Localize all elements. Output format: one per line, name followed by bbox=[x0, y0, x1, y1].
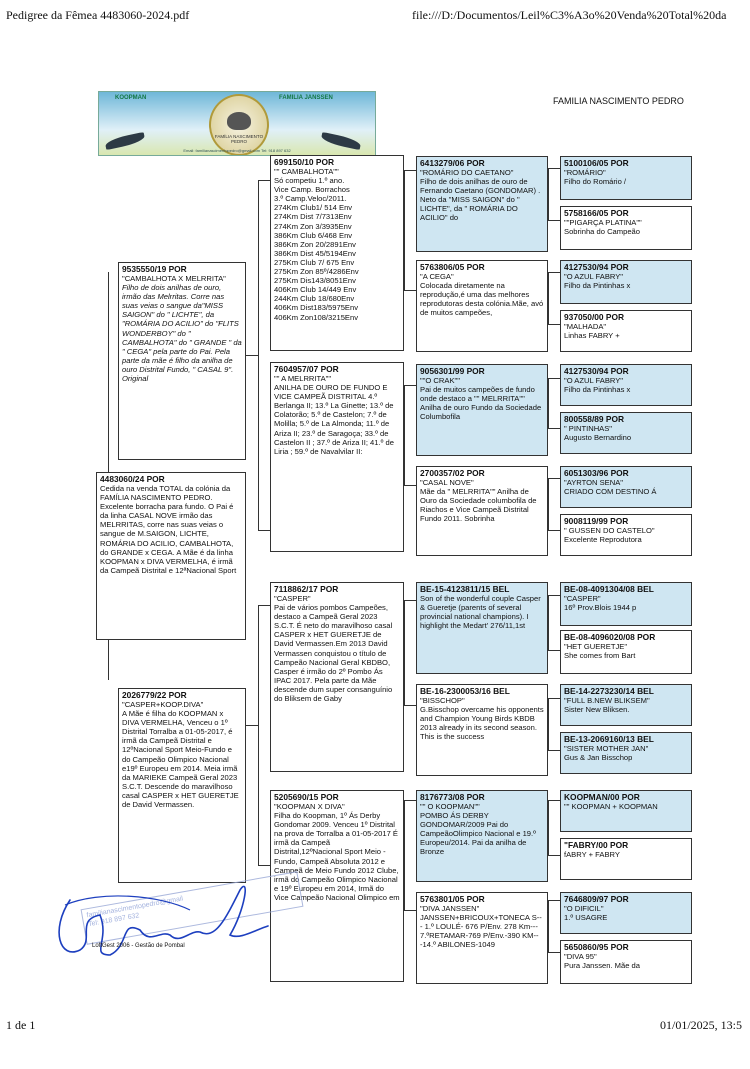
bird-description: JANSSEN+BRICOUX+TONECA S--- 1.º LOULÉ- 676 P/Env. 278 Km--- 7.ºRETAMAR-769 P/Env.-390 KM---14.º ABILONES-1049 bbox=[420, 913, 542, 950]
bird-description: G.Bisschop overcame his opponents and Champion Young Birds KBDB 2013 already in its second season. This is the success bbox=[420, 705, 544, 742]
bird-name: "" KOOPMAN + KOOPMAN bbox=[564, 802, 658, 811]
bird-name: "A CEGA" bbox=[420, 272, 454, 281]
ring-number: 5205690/15 POR bbox=[274, 792, 339, 802]
ring-number: 4127530/94 POR bbox=[564, 262, 629, 272]
ring-number: BE-15-4123811/15 BEL bbox=[420, 584, 510, 594]
pedigree-g8 bbox=[560, 514, 692, 556]
pedigree-ffm bbox=[416, 260, 548, 352]
ring-number: 7646809/97 POR bbox=[564, 894, 629, 904]
bird-description: Pai de muitos campeões de fundo onde destaco a "" MELRRITA"" Anilha de ouro Fundo da Sociedade Columbofila bbox=[420, 385, 542, 422]
ring-number: 5763806/05 POR bbox=[420, 262, 485, 272]
pedigree-father bbox=[118, 262, 246, 460]
bird-name: ""PIGARÇA PLATINA"" bbox=[564, 218, 642, 227]
ring-number: KOOPMAN/00 POR bbox=[564, 792, 640, 802]
stamp-text: familianascimentopedro@gmail Tel: 918 897 632 bbox=[86, 895, 184, 929]
bird-name: "ROMÁRIO" bbox=[564, 168, 606, 177]
pedigree-root bbox=[96, 472, 246, 640]
bird-name: "CASPER" bbox=[274, 594, 311, 603]
bird-description: Augusto Bernardino bbox=[564, 433, 632, 443]
logo-center-text: FAMÍLIA NASCIMENTO PEDRO bbox=[214, 134, 264, 144]
pedigree-g6 bbox=[560, 412, 692, 454]
bird-description: POMBO ÁS DERBY GONDOMAR/2009 Pai do CampeãoOlimpico Nacional e 19.º Europeu/2014. Pai da anilha de Bronze bbox=[420, 811, 536, 857]
bird-name: "" CAMBALHOTA"" bbox=[274, 167, 339, 176]
bird-description: Filho da Pintinhas x bbox=[564, 385, 631, 395]
bird-name: " PINTINHAS" bbox=[564, 424, 613, 433]
header-title: Pedigree da Fêmea 4483060-2024.pdf bbox=[6, 8, 190, 22]
pedigree-fmf bbox=[416, 364, 548, 456]
bird-description: Sister New Bliksen. bbox=[564, 705, 630, 715]
bird-description: Filha do Koopman, 1º Ás Derby Gondomar 2009. Venceu 1º Distrital na prova de Torralba a 01-05-2017 É irmã da Campeã Distrital,12ºNacional Sport Meio -Fundo, Campeã Absoluta 2012 e Campeã de Meio Fundo 2012 Clube, irmã do Campeão Olimpico Nacional e 19º Europeu em 2014, Irmã do Vice Campeão Nacional Olimpico em bbox=[274, 811, 400, 902]
pedigree-g4 bbox=[560, 310, 692, 352]
pedigree-mf bbox=[270, 582, 404, 772]
pedigree-g11 bbox=[560, 684, 692, 726]
bird-name: "SISTER MOTHER JAN" bbox=[564, 744, 649, 753]
footer-datetime: 01/01/2025, 13:5 bbox=[660, 1018, 743, 1032]
ring-number: 9008119/99 POR bbox=[564, 516, 629, 526]
bird-name: "" O KOOPMAN"" bbox=[420, 802, 480, 811]
logo-contact: Email: familianascimentopedro@gmail.com Tel: 918 897 632 bbox=[183, 148, 291, 153]
bird-name: "CASAL NOVE" bbox=[420, 478, 474, 487]
pedigree-g1 bbox=[560, 156, 692, 200]
pedigree-g13 bbox=[560, 790, 692, 832]
bird-description: Excelente Reprodutora bbox=[564, 535, 642, 545]
bird-name: "DIVA JANSSEN" bbox=[420, 904, 480, 913]
ring-number: 9056301/99 POR bbox=[420, 366, 485, 376]
ring-number: BE-16-2300053/16 BEL bbox=[420, 686, 510, 696]
bird-description: Só competiu 1.º ano. Vice Camp. Borrachos 3.º Camp.Veloc/2011. 274Km Club1/ 514 Env 274Km Dist 7/7313Env 274Km Zon 3/3935Env 386Km Club 6/468 Env 386Km Zon 20/2891Env 386Km Dist 45/5194Env 275Km Club 7/ 675 Env 275Km Zon 85º/4286Env 275Km Dis143/8051Env 406Km Club 14/449 Env 244Km Club 18/680Env 406Km Dist183/5975Env 406Km Zon108/3215Env bbox=[274, 176, 359, 322]
pedigree-g7 bbox=[560, 466, 692, 508]
bird-description: Gus & Jan Bisschop bbox=[564, 753, 633, 763]
pedigree-g12 bbox=[560, 732, 692, 774]
bird-name: "O AZUL FABRY" bbox=[564, 376, 623, 385]
bird-name: "CAMBALHOTA X MELRRITA" bbox=[122, 274, 226, 283]
ring-number: 7118862/17 POR bbox=[274, 584, 339, 594]
ring-number: 2026779/22 POR bbox=[122, 690, 187, 700]
pedigree-ff bbox=[270, 155, 404, 351]
bird-name: "O DIFICIL" bbox=[564, 904, 604, 913]
bird-description: Pura Janssen. Mãe da bbox=[564, 961, 640, 971]
bird-description: Mãe da " MELRRITA"" Anilha de Ouro da Sociedade columbofila de Riachos e Vice Campeã Distrital Fundo 2011. Sobrinha bbox=[420, 487, 537, 524]
pedigree-fmm bbox=[416, 466, 548, 556]
pedigree-mfm bbox=[416, 684, 548, 776]
software-credit: LoftGest 2006 - Gestão de Pombal bbox=[92, 943, 185, 949]
bird-description: Filho da Pintinhas x bbox=[564, 281, 631, 291]
footer-page: 1 de 1 bbox=[6, 1018, 36, 1032]
pedigree-g9 bbox=[560, 582, 692, 626]
bird-description: CRIADO COM DESTINO Á bbox=[564, 487, 657, 497]
pedigree-g15 bbox=[560, 892, 692, 934]
bird-description: 16º Prov.Blois 1944 p bbox=[564, 603, 637, 613]
ring-number: 4127530/94 POR bbox=[564, 366, 629, 376]
pedigree-g5 bbox=[560, 364, 692, 406]
ring-number: 5650860/95 POR bbox=[564, 942, 629, 952]
ring-number: 937050/00 POR bbox=[564, 312, 625, 322]
owner-name: FAMILIA NASCIMENTO PEDRO bbox=[553, 96, 684, 106]
ring-number: 7604957/07 POR bbox=[274, 364, 339, 374]
bird-name: "CASPER" bbox=[564, 594, 601, 603]
pedigree-g16 bbox=[560, 940, 692, 984]
pedigree-g10 bbox=[560, 630, 692, 674]
ring-number: 2700357/02 POR bbox=[420, 468, 485, 478]
logo-left-text: KOOPMAN bbox=[115, 95, 147, 101]
bird-name: "AYRTON SENA" bbox=[564, 478, 623, 487]
bird-name: " GUSSEN DO CASTELO" bbox=[564, 526, 655, 535]
ring-number: 6051303/96 POR bbox=[564, 468, 629, 478]
pedigree-mother bbox=[118, 688, 246, 883]
bird-description: Son of the wonderful couple Casper & Gueretje (parents of several provincial national champions). I highlight the Medart' 276/11,1st bbox=[420, 594, 541, 631]
bird-description: Filho de dois anilhas de ouro, irmão das Melrritas. Corre nas suas veias o sangue da"MISS SAIGON" do " LICHTE", da "ROMÁRIA DO ACILIO" do "FLITS WONDERBOY" do " CAMBALHOTA" do " GRANDE " da " CEGA" pela parte do Pai. Pela parte da mãe é filho da anilha de ouro Distrital Fundo, " CASAL 9". Original bbox=[122, 283, 242, 384]
ring-number: 800558/89 POR bbox=[564, 414, 625, 424]
bird-name: "CASPER+KOOP.DIVA" bbox=[122, 700, 204, 709]
bird-name: "" A MELRRITA"" bbox=[274, 374, 332, 383]
bird-description: Cedida na venda TOTAL da colónia da FAMÍLIA NASCIMENTO PEDRO. Excelente borracha para fundo. O Pai é da linha CASAL NOVE irmão das MELRRITAS, corre nas suas veias o sangue de M.SAIGON, LICHTE, ROMÁRIA DO ACILIO, CAMBALHOTA, do GRANDE x CEGA. A Mãe é da linha KOOPMAN x DIVA VERMELHA, é irmã da Campeã Distrital e 12ªNacional Sport bbox=[100, 484, 237, 575]
bird-description: 1.º USAGRE bbox=[564, 913, 608, 923]
pedigree-fm bbox=[270, 362, 404, 552]
bird-name: fABRY + FABRY bbox=[564, 850, 620, 859]
ring-number: 9535550/19 POR bbox=[122, 264, 187, 274]
bird-description: Linhas FABRY + bbox=[564, 331, 620, 341]
pedigree-g3 bbox=[560, 260, 692, 304]
ring-number: "FABRY/00 POR bbox=[564, 840, 629, 850]
ring-number: 4483060/24 POR bbox=[100, 474, 165, 484]
pedigree-mmm bbox=[416, 892, 548, 984]
ring-number: BE-13-2069160/13 BEL bbox=[564, 734, 654, 744]
bird-description: Sobrinha do Campeão bbox=[564, 227, 640, 237]
ring-number: 699150/10 POR bbox=[274, 157, 335, 167]
bird-description: A Mãe é filha do KOOPMAN x DIVA VERMELHA, Venceu o 1º Distrital Torralba a 01-05-2017, é irmã da Campeã Distrital e 12ºNacional Sport Meio-Fundo e do Campeão Olimpico Nacional e19º Europeu em 2014. Meia irmã da MARIEKE Campeã Geral 2023 S.C.T. Descende do maravilhoso casal CASPER x HET GUERETJE de David Vermassen. bbox=[122, 709, 239, 810]
ring-number: 5763801/05 POR bbox=[420, 894, 485, 904]
bird-name: "ROMÁRIO DO CAETANO" bbox=[420, 168, 514, 177]
bird-description: Colocada diretamente na reprodução,é uma das melhores reprodutoras desta colónia.Mãe, avó de muitos campeões, bbox=[420, 281, 544, 318]
pedigree-g2 bbox=[560, 206, 692, 250]
bird-name: "BISSCHOP" bbox=[420, 696, 465, 705]
ring-number: BE-08-4096020/08 POR bbox=[564, 632, 656, 642]
pedigree-mff bbox=[416, 582, 548, 674]
bird-name: "KOOPMAN X DIVA" bbox=[274, 802, 345, 811]
bird-description: Filho de dois anilhas de ouro de Fernando Caetano (GONDOMAR) . Neto da "MISS SAIGON" do " LICHTE", da " ROMÁRIA DO ACILIO" do bbox=[420, 177, 541, 223]
ring-number: BE-08-4091304/08 BEL bbox=[564, 584, 654, 594]
logo-right-text: FAMILIA JANSSEN bbox=[279, 95, 333, 101]
logo-emblem bbox=[209, 94, 269, 156]
bird-name: "DIVA 95" bbox=[564, 952, 597, 961]
ring-number: BE-14-2273230/14 BEL bbox=[564, 686, 654, 696]
bird-name: "FULL B.NEW BLIKSEM" bbox=[564, 696, 650, 705]
bird-description: Filho do Romário / bbox=[564, 177, 627, 187]
ring-number: 5100106/05 POR bbox=[564, 158, 629, 168]
bird-name: ""O CRAK"" bbox=[420, 376, 460, 385]
ring-number: 8176773/08 POR bbox=[420, 792, 485, 802]
pedigree-fff bbox=[416, 156, 548, 252]
pigeon-emblem-icon bbox=[227, 112, 251, 130]
bird-description: Pai de vários pombos Campeões, destaco a Campeã Geral 2023 S.C.T. É neto do maravilhoso casal CASPER x HET GUERETJE de David Vermassen.Em 2013 David Vermassen conquistou o título de Campeão Nacional Geral KBDBO, Casper é irmão do 2º Pombo Ás IPAC 2017. Pela parte da Mãe descende dum super consanguínio do Bliksem de Gaby bbox=[274, 603, 393, 704]
bird-name: "MALHADA" bbox=[564, 322, 607, 331]
bird-description: ANILHA DE OURO DE FUNDO E VICE CAMPEÃ DISTRITAL 4.º Berlanga II; 13.º La Ginette; 13.º de Colatorão; 5.º de Castelon; 7.º de Molilla; 5.º de La Almonda; 11.º de Ariza II; 23.º de Saragoça; 33.º de Castelon II ; 37.º de Ariza II; 41.º de Liria ; 59.º de Navalvilar II: bbox=[274, 383, 394, 456]
ring-number: 5758166/05 POR bbox=[564, 208, 629, 218]
handwritten-signature bbox=[40, 860, 290, 970]
bird-description: She comes from Bart bbox=[564, 651, 636, 661]
pedigree-mmf bbox=[416, 790, 548, 882]
bird-name: "O AZUL FABRY" bbox=[564, 272, 623, 281]
ring-number: 6413279/06 POR bbox=[420, 158, 485, 168]
bird-name: "HET GUERETJE" bbox=[564, 642, 628, 651]
pedigree-g14 bbox=[560, 838, 692, 880]
loft-logo bbox=[98, 91, 376, 156]
header-url: file:///D:/Documentos/Leil%C3%A3o%20Venda%20Total%20da bbox=[412, 8, 727, 22]
